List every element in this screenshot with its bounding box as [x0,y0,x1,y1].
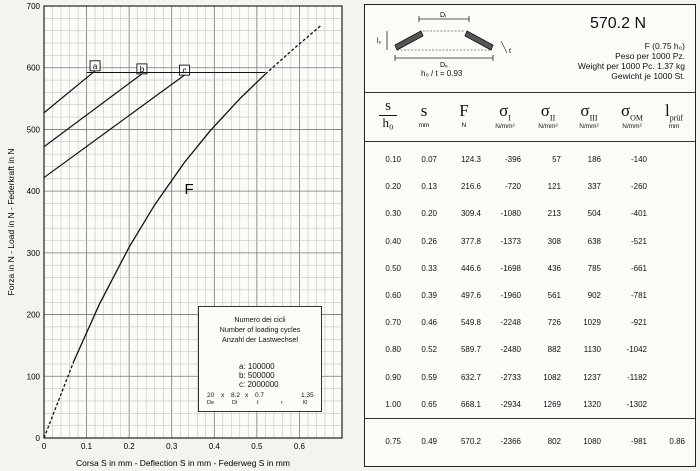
header-f-unit: N [461,122,467,129]
table-cell: -1080 [500,209,521,219]
table-cell: 57 [552,155,561,164]
table-cell: 0.33 [421,263,437,273]
table-cell: 726 [547,318,561,328]
x-tick-label: 0.6 [293,442,305,451]
table-cell: 377.8 [460,236,481,246]
header-s-num: s [385,98,391,114]
dim-di-symbol: Di [232,400,238,406]
weight-value: 1.37 kg [657,61,685,71]
final-cell: -2366 [500,437,521,446]
y-tick-label: 0 [35,434,40,443]
legend-title-de: Anzahl der Lastwechsel [222,335,298,344]
table-cell: -260 [630,182,647,192]
y-tick-label: 500 [26,125,40,135]
x-tick-label: 0.1 [81,442,93,451]
final-cell: 570.2 [460,437,481,446]
table-cell: 0.13 [421,182,437,192]
header-f-sym: F [459,101,469,120]
table-cell: 0.30 [385,209,401,219]
legend-title-it: Numero dei cicli [234,315,286,324]
table-cell: 309.4 [460,209,481,219]
dim-sep-2: x [245,392,249,399]
table-cell: 0.26 [421,236,437,246]
dim-r-symbol: r [281,400,283,406]
legend-title-en: Number of loading cycles [219,325,301,334]
table-cell: 902 [587,291,601,300]
table-cell: 446.6 [460,263,481,273]
table-cell: 0.65 [421,399,437,409]
spec-weight-en [578,61,685,71]
x-tick-label: 0.3 [166,442,178,451]
spec-weight-de: Gewicht je 1000 St. [611,71,685,81]
y-tick-label: 200 [26,310,40,320]
table-row [365,335,695,365]
table-cell: -521 [630,236,647,246]
table-cell: 1082 [543,372,561,382]
dim-de-symbol: De [207,400,215,406]
spring-diagram-icon [373,9,523,73]
y-tick-label: 600 [26,63,40,73]
final-cell: 1080 [583,437,601,446]
header-f [447,101,481,129]
table-cell: 668.1 [460,399,481,409]
header-sigma-om [611,101,653,130]
dim-di-value: 8.2 [231,392,241,399]
diagram-de-label: Dₑ [440,62,448,69]
table-cell: 504 [587,209,601,219]
x-axis-label: Corsa S in mm - Deflection S in mm - Federweg S in mm [76,458,290,468]
table-cell: 638 [587,236,601,246]
diagram-t-label: t [509,48,511,55]
header-sigma-1 [485,101,525,130]
table-cell: -2248 [500,318,521,328]
table-row [365,281,695,311]
table-cell: 0.52 [421,345,437,355]
header-lprufe-unit: mm [668,123,680,131]
table-cell: -1373 [500,236,521,246]
weight-en-label: Weight per 1000 Pc. [577,61,655,71]
table-cell: 1320 [583,399,601,409]
y-tick-label: 300 [26,248,40,258]
table-cell: -1042 [626,345,647,355]
header-sigma-1-unit: N/mm² [495,123,515,131]
sigma-om-sym: $\sigma_{OM}$ [620,101,644,123]
table-cell: -781 [630,291,647,300]
y-tick-label: 700 [26,2,40,11]
final-cell: 0.86 [669,437,685,446]
table-cell: -1698 [500,263,521,273]
table-row [365,363,695,393]
header-s-unit: mm [418,122,430,129]
fatigue-label-a: a [92,61,98,71]
dim-t-symbol: t [257,400,259,406]
table-cell: 186 [587,155,601,164]
table-cell: 549.8 [460,318,481,328]
legend-cycle-a: a: 100000 [239,362,275,371]
x-tick-label: 0 [41,442,47,451]
legend-cycle-c: c: 2000000 [239,380,279,389]
header-h0-den: h₀ [382,115,394,130]
table-cell: 0.46 [421,318,437,328]
part-number: 570.2 N [589,15,647,32]
diagram-l0-label: l₀ [377,38,382,45]
header-sigma-2-unit: N/mm² [538,123,558,131]
sigma-2-sym: $\sigma_{II}$ [540,101,556,123]
diagram-di-label: Dᵢ [440,12,447,19]
table-row [365,227,695,257]
table-header [365,93,695,142]
table-cell: 0.40 [385,236,401,246]
curve-label-f: F [184,181,194,199]
table-cell: -401 [630,209,647,219]
table-row [365,172,695,202]
header-sigma-3-unit: N/mm² [579,123,599,131]
table-cell: -921 [630,318,647,328]
legend-cycle-b: b: 500000 [239,371,275,380]
table-cell: 0.90 [385,372,401,382]
table-cell: 632.7 [460,372,481,382]
table-cell: -720 [504,182,521,192]
header-sigma-2 [529,101,567,130]
table-cell: 561 [547,291,561,300]
h-ratio: h₀ / t = 0.93 [421,69,463,78]
table-cell: 1130 [583,345,601,355]
table-cell: 216.6 [460,182,481,192]
table-cell: -1960 [500,291,521,300]
table-cell: 0.10 [385,155,401,164]
table-cell: -396 [504,155,521,164]
legend-cycles [239,362,279,389]
table-cell: 0.60 [385,291,401,300]
final-cell: 0.49 [421,437,437,446]
table-cell: 213 [547,209,561,219]
y-tick-label: 100 [26,372,40,382]
table-cell: 0.70 [385,318,401,328]
table-cell: 121 [547,182,561,192]
table-cell: -2934 [500,399,521,409]
table-cell: 882 [547,345,561,355]
table-cell: 0.80 [385,345,401,355]
table-cell: -1182 [627,372,647,382]
final-cell: 0.75 [385,437,401,446]
header-s-sym: s [420,101,428,120]
y-axis-label: Forza in N - Load in N - Federkraft in N [6,148,16,296]
table-cell: -661 [630,263,647,273]
table-cell: 0.39 [421,291,437,300]
dim-sep-1: x [221,392,225,399]
header-s [409,101,439,129]
header-sigma-om-unit: N/mm² [622,123,642,131]
table-cell: 308 [547,236,561,246]
dim-l0-symbol: l0 [303,400,308,406]
x-tick-label: 0.5 [251,442,263,451]
table-cell: 0.07 [421,155,437,164]
table-cell: 124.3 [460,155,481,164]
table-cell: 589.7 [460,345,481,355]
table-cell: -140 [630,155,647,164]
x-tick-label: 0.4 [208,442,220,451]
header-lprufe [657,101,691,130]
final-cell: 802 [547,437,561,446]
final-cell: -981 [630,437,647,446]
spec-weight-it: Peso per 1000 Pz. [615,51,685,61]
table-row [365,254,695,284]
spec-panel [364,4,696,467]
x-tick-label: 0.2 [123,442,135,451]
spec-header [365,5,695,93]
table-cell: 0.20 [421,209,437,219]
table-cell: 785 [587,263,601,273]
table-cell: 436 [547,263,561,273]
sigma-1-sym: $\sigma_I$ [499,101,511,123]
dim-l0-value: 1.35 [301,392,314,399]
dim-de-value: 20 [207,392,215,399]
table-cell: 1.00 [385,399,401,409]
table-cell: -1302 [626,399,647,409]
sigma-3-sym: $\sigma_{III}$ [580,101,598,123]
table-row [365,390,695,420]
lprufe-sym: $l_{prüf}$ [664,101,684,123]
spec-load: F (0.75 h₀) [644,41,685,51]
header-s-over-h0 [373,99,403,130]
table-cell: 1029 [583,318,601,328]
table-cell: -2733 [500,372,521,382]
fatigue-label-c: c [182,66,187,76]
final-row [365,418,695,467]
table-cell: 337 [587,182,601,192]
table-cell: 1269 [543,399,561,409]
table-cell: 1237 [583,372,601,382]
dim-t-value: 0.7 [255,392,265,399]
table-cell: 0.20 [385,182,401,192]
table-cell: 497.6 [460,291,481,300]
fatigue-label-b: b [139,64,145,74]
table-row [365,145,695,175]
header-sigma-3 [569,101,609,130]
table-cell: 0.50 [385,263,401,273]
y-tick-label: 400 [26,187,40,197]
table-row [365,308,695,338]
legend-box [198,306,322,412]
table-cell: 0.59 [421,372,437,382]
table-cell: -2480 [500,345,521,355]
table-row [365,199,695,229]
